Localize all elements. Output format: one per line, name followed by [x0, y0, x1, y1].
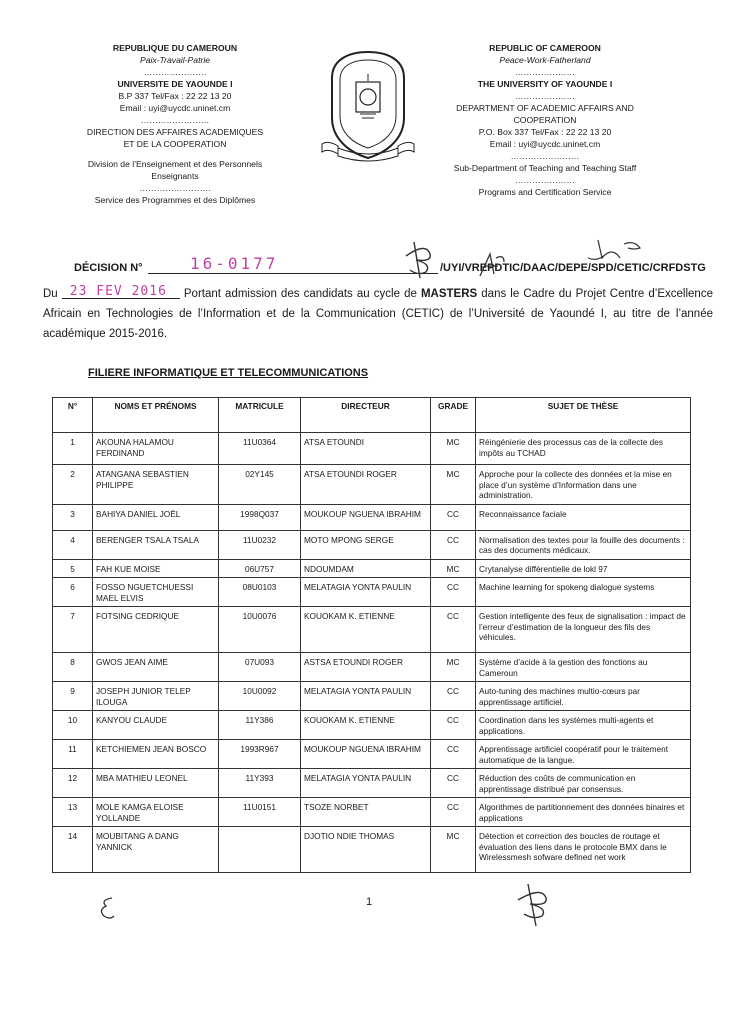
director-name: NDOUMDAM [301, 559, 431, 578]
header-subject: SUJET DE THÈSE [476, 398, 691, 433]
row-number: 11 [53, 740, 93, 769]
service-fr: Service des Programmes et des Diplômes [94, 195, 256, 205]
candidate-name: MBA MATHIEU LEONEL [93, 769, 219, 798]
matricule: 11U0151 [219, 798, 301, 827]
matricule: 11U0232 [219, 530, 301, 559]
header-num: N° [53, 398, 93, 433]
candidate-name: FAH KUE MOISE [93, 559, 219, 578]
paragraph-text-1: Portant admission des candidats au cycle de [183, 288, 417, 300]
date-stamp: 23 FEV 2016 [69, 284, 167, 299]
grade: MC [431, 653, 476, 682]
thesis-subject: Système d’acide à la gestion des fonctions au Cameroun [476, 653, 691, 682]
email-fr: Email : uyi@uycdc.uninet.cm [119, 103, 231, 113]
initials-mark [584, 236, 648, 266]
matricule [219, 827, 301, 873]
university-fr: UNIVERSITE DE YAOUNDE I [117, 79, 233, 89]
row-number: 13 [53, 798, 93, 827]
row-number: 1 [53, 433, 93, 465]
director-name: MELATAGIA YONTA PAULIN [301, 769, 431, 798]
table-row [53, 711, 691, 740]
row-number: 9 [53, 682, 93, 711]
admission-table [52, 397, 691, 873]
matricule: 08U0103 [219, 578, 301, 607]
table-row [53, 740, 691, 769]
header-names: NOMS ET PRÉNOMS [93, 398, 219, 433]
decision-reference: /UYI/VREPDTIC/DAAC/DEPE/SPD/CETIC/CRFDSTG [440, 262, 706, 274]
row-number: 10 [53, 711, 93, 740]
direction-line1: DIRECTION DES AFFAIRES ACADEMIQUES [86, 127, 264, 137]
grade: MC [431, 465, 476, 505]
table-row [53, 827, 691, 873]
thesis-subject: Auto-tuning des machines multio-cœurs par apprentissage artificiel. [476, 682, 691, 711]
initials-mark [474, 248, 510, 282]
table-row [53, 798, 691, 827]
thesis-subject: Gestion intelligente des feux de signalisation : impact de l’erreur d’estimation de la longueur des fils des véhicules. [476, 607, 691, 653]
row-number: 8 [53, 653, 93, 682]
matricule: 02Y145 [219, 465, 301, 505]
motto-en: Peace-Work-Fatherland [499, 55, 591, 65]
paragraph-text-2: dans le Cadre du Projet Centre d’Excellence Africain en Technologies de l’Information et de la Communication (CETIC) de l’Université de Yaoundé I, au titre de l’année académique 2015-2016. [43, 288, 713, 340]
du-label: Du [43, 288, 58, 300]
grade: CC [431, 798, 476, 827]
director-name: DJOTIO NDIE THOMAS [301, 827, 431, 873]
table-row [53, 504, 691, 530]
row-number: 6 [53, 578, 93, 607]
director-name: KOUOKAM K. ETIENNE [301, 607, 431, 653]
director-name: ATSA ETOUNDI [301, 433, 431, 465]
service-en: Programs and Certification Service [478, 187, 612, 197]
address-fr: B.P 337 Tel/Fax : 22 22 13 20 [118, 91, 232, 101]
country-fr: REPUBLIQUE DU CAMEROUN [112, 43, 238, 53]
matricule: 06U757 [219, 559, 301, 578]
signature-mark [506, 880, 560, 930]
matricule: 10U0076 [219, 607, 301, 653]
header-right [420, 42, 670, 198]
table-row [53, 559, 691, 578]
row-number: 3 [53, 504, 93, 530]
candidate-name: KETCHIEMEN JEAN BOSCO [93, 740, 219, 769]
matricule: 07U093 [219, 653, 301, 682]
candidate-name: FOTSING CEDRIQUE [93, 607, 219, 653]
decision-label: DÉCISION N° [74, 262, 143, 274]
matricule: 10U0092 [219, 682, 301, 711]
candidate-name: FOSSO NGUETCHUESSI MAEL ELVIS [93, 578, 219, 607]
decision-number-stamp: 16-0177 [190, 254, 279, 273]
grade: MC [431, 827, 476, 873]
grade: CC [431, 711, 476, 740]
grade: CC [431, 607, 476, 653]
department-line1: DEPARTMENT OF ACADEMIC AFFAIRS AND [456, 103, 634, 113]
table-row [53, 465, 691, 505]
candidate-name: MOLE KAMGA ELOISE YOLLANDE [93, 798, 219, 827]
row-number: 12 [53, 769, 93, 798]
separator: ………………… [514, 67, 576, 77]
candidate-name: ATANGANA SEBASTIEN PHILIPPE [93, 465, 219, 505]
university-en: THE UNIVERSITY OF YAOUNDE I [477, 79, 613, 89]
candidate-name: MOUBITANG A DANG YANNICK [93, 827, 219, 873]
separator: ………………… [514, 175, 576, 185]
table-row [53, 578, 691, 607]
masters-label: MASTERS [420, 288, 478, 300]
separator: ……………………. [139, 183, 211, 193]
matricule: 1993R967 [219, 740, 301, 769]
thesis-subject: Approche pour la collecte des données et la mise en place d’un système d’Information dans une administration. [476, 465, 691, 505]
director-name: TSOZE NORBET [301, 798, 431, 827]
thesis-subject: Réingénierie des processus cas de la collecte des impôts au TCHAD [476, 433, 691, 465]
row-number: 2 [53, 465, 93, 505]
table-header-row [53, 398, 691, 433]
header-director: DIRECTEUR [301, 398, 431, 433]
grade: CC [431, 682, 476, 711]
row-number: 4 [53, 530, 93, 559]
header-matricule: MATRICULE [219, 398, 301, 433]
table-row [53, 682, 691, 711]
grade: CC [431, 740, 476, 769]
thesis-subject: Réduction des coûts de communication en apprentissage distribué par consensus. [476, 769, 691, 798]
thesis-subject: Reconnaissance faciale [476, 504, 691, 530]
table-row [53, 607, 691, 653]
table-row [53, 433, 691, 465]
grade: CC [431, 769, 476, 798]
thesis-subject: Coordination dans les systèmes multi-agents et applications. [476, 711, 691, 740]
director-name: MOTO MPONG SERGE [301, 530, 431, 559]
candidate-name: KANYOU CLAUDE [93, 711, 219, 740]
header-left [50, 42, 300, 206]
sub-department-en: Sub-Department of Teaching and Teaching Staff [453, 163, 637, 173]
grade: CC [431, 504, 476, 530]
matricule: 1998Q037 [219, 504, 301, 530]
matricule: 11U0364 [219, 433, 301, 465]
separator: …………………… [510, 151, 580, 161]
thesis-subject: Crytanalyse différentielle de lokl 97 [476, 559, 691, 578]
separator: …………………. [143, 67, 207, 77]
email-en: Email : uyi@uycdc.uninet.cm [489, 139, 601, 149]
separator: ………………… [514, 91, 576, 101]
signature-mark [392, 238, 442, 282]
header-grade: GRADE [431, 398, 476, 433]
director-name: MOUKOUP NGUENA IBRAHIM [301, 504, 431, 530]
row-number: 7 [53, 607, 93, 653]
filiere-title: FILIERE INFORMATIQUE ET TELECOMMUNICATIONS [88, 367, 369, 379]
grade: MC [431, 433, 476, 465]
candidate-name: BAHIYA DANIEL JOËL [93, 504, 219, 530]
department-line2: COOPERATION [513, 115, 577, 125]
direction-line2: ET DE LA COOPERATION [123, 139, 227, 149]
thesis-subject: Normalisation des textes pour la fouille des documents : cas des documents médicaux. [476, 530, 691, 559]
matricule: 11Y386 [219, 711, 301, 740]
table-row [53, 530, 691, 559]
grade: CC [431, 530, 476, 559]
candidate-name: BERENGER TSALA TSALA [93, 530, 219, 559]
table-row [53, 769, 691, 798]
thesis-subject: Détection et correction des boucles de routage et évaluation des liens dans le protocole BMX dans le Wirelessmesh sofware defined net work [476, 827, 691, 873]
matricule: 11Y393 [219, 769, 301, 798]
separator: …………………… [140, 115, 210, 125]
candidate-name: JOSEPH JUNIOR TELEP ILOUGA [93, 682, 219, 711]
director-name: MELATAGIA YONTA PAULIN [301, 682, 431, 711]
university-seal-icon [318, 48, 418, 166]
grade: MC [431, 559, 476, 578]
division-fr: Division de l’Enseignement et des Personnels Enseignants [87, 159, 263, 181]
candidate-name: AKOUNA HALAMOU FERDINAND [93, 433, 219, 465]
thesis-subject: Algorithmes de partitionnement des données binaires et applications [476, 798, 691, 827]
thesis-subject: Apprentissage artificiel coopératif pour le traitement automatique de la langue. [476, 740, 691, 769]
grade: CC [431, 578, 476, 607]
country-en: REPUBLIC OF CAMEROON [489, 43, 601, 53]
director-name: MELATAGIA YONTA PAULIN [301, 578, 431, 607]
director-name: ATSA ETOUNDI ROGER [301, 465, 431, 505]
thesis-subject: Machine learning for spokeng dialogue systems [476, 578, 691, 607]
address-en: P.O. Box 337 Tel/Fax : 22 22 13 20 [478, 127, 612, 137]
row-number: 5 [53, 559, 93, 578]
page-number: 1 [366, 896, 373, 908]
decision-paragraph [43, 284, 713, 344]
initials-mark [94, 892, 120, 924]
candidate-name: GWOS JEAN AIME [93, 653, 219, 682]
director-name: MOUKOUP NGUENA IBRAHIM [301, 740, 431, 769]
table-row [53, 653, 691, 682]
director-name: KOUOKAM K. ETIENNE [301, 711, 431, 740]
row-number: 14 [53, 827, 93, 873]
director-name: ASTSA ETOUNDI ROGER [301, 653, 431, 682]
date-blank [62, 284, 180, 299]
motto-fr: Paix-Travail-Patrie [139, 55, 211, 65]
